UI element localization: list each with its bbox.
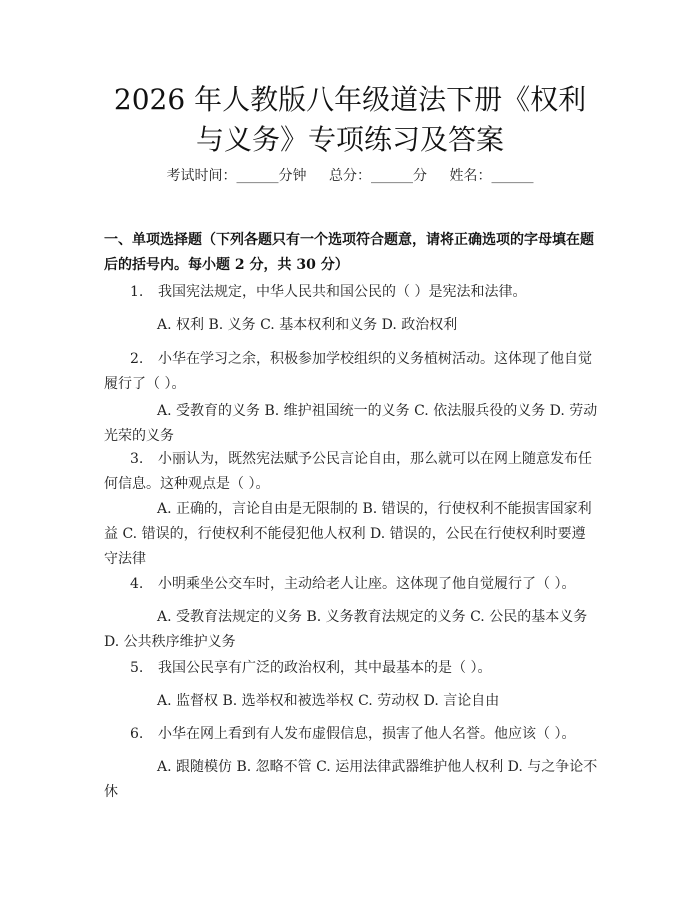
question-3-options: A. 正确的，言论自由是无限制的 B. 错误的，行使权利不能损害国家利益 C. 错误的，行使权利不能侵犯他人权利 D. 错误的，公民在行使权利时要遵守法律: [104, 501, 592, 567]
question-6-options: A. 跟随模仿 B. 忽略不管 C. 运用法律武器维护他人权利 D. 与之争论不休: [104, 759, 598, 800]
question-stem: 小丽认为，既然宪法赋予公民言论自由，那么就可以在网上随意发布任何信息。这种观点是（ ）。: [104, 451, 592, 492]
question-number: 6.: [130, 726, 144, 742]
question-stem: 我国宪法规定，中华人民共和国公民的（ ）是宪法和法律。: [158, 284, 527, 300]
section-heading: 一、单项选择题（下列各题只有一个选项符合题意，请将正确选项的字母填在题后的括号内。每小题 2 分，共 30 分）: [104, 232, 594, 273]
question-5: [104, 656, 598, 681]
question-3: [104, 447, 598, 497]
question-number: 1.: [130, 284, 144, 300]
question-2-options: A. 受教育的义务 B. 维护祖国统一的义务 C. 依法服兵役的义务 D. 劳动光荣的义务: [104, 403, 598, 444]
question-stem: 小明乘坐公交车时，主动给老人让座。这体现了他自觉履行了（ ）。: [158, 576, 576, 592]
total-score: 总分：______分: [329, 168, 427, 184]
question-stem: 小华在网上看到有人发布虚假信息，损害了他人名誉。他应该（ ）。: [158, 726, 576, 742]
exam-time: 考试时间：______分钟: [166, 168, 307, 184]
question-4-options: A. 受教育法规定的义务 B. 义务教育法规定的义务 C. 公民的基本义务 D. 公共秩序维护义务: [104, 609, 588, 650]
question-1-options: A. 权利 B. 义务 C. 基本权利和义务 D. 政治权利: [157, 317, 458, 333]
question-2: [104, 347, 598, 397]
question-5-options: A. 监督权 B. 选举权和被选举权 C. 劳动权 D. 言论自由: [157, 693, 500, 709]
question-4: [104, 572, 598, 597]
question-number: 5.: [130, 660, 144, 676]
question-number: 4.: [130, 576, 144, 592]
question-6: [104, 722, 598, 747]
question-1: [104, 280, 598, 305]
exam-info: [0, 166, 700, 186]
page-title: 2026 年人教版八年级道法下册《权利与义务》专项练习及答案: [113, 83, 587, 156]
question-stem: 小华在学习之余，积极参加学校组织的义务植树活动。这体现了他自觉履行了（ ）。: [104, 351, 592, 392]
student-name: 姓名：______: [449, 168, 534, 184]
question-number: 3.: [130, 451, 144, 467]
question-number: 2.: [130, 351, 144, 367]
question-stem: 我国公民享有广泛的政治权利，其中最基本的是（ ）。: [158, 660, 492, 676]
